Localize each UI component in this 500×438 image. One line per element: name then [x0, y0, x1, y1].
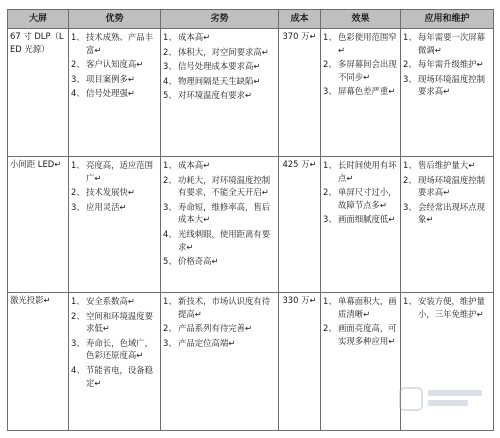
list-item — [403, 159, 491, 172]
list-text: 产品定位高端↵ — [178, 337, 236, 348]
list-text: 成本高↵ — [178, 32, 211, 42]
table-row — [8, 157, 494, 293]
cost-cell: 330 万↵ — [279, 293, 321, 431]
list-item — [163, 228, 276, 253]
list-text: 物理间隔是天生缺陷↵ — [178, 75, 261, 86]
maintenance-cell — [401, 29, 494, 157]
list-item — [403, 31, 491, 56]
list-text: 多屏幕间会出现不同步↵ — [338, 59, 397, 82]
list-text: 屏幕色差严重↵ — [338, 86, 396, 97]
list-text: 安全系数高↵ — [86, 296, 135, 306]
list-item — [163, 31, 276, 44]
list-number: 3、 — [163, 201, 177, 212]
list-number: 1、 — [323, 32, 337, 42]
list-text: 光线刺眼，使用距离有要求↵ — [178, 228, 271, 252]
screen-name-cell: 小间距 LED↵ — [8, 157, 69, 293]
list-number: 2、 — [163, 323, 177, 334]
list-text: 安装方便，维护量小，三年免维护↵ — [418, 296, 485, 319]
effects-list — [323, 31, 398, 98]
list-text: 功耗大，对环境温度控制有要求，不能全天开启↵ — [178, 174, 271, 198]
list-item — [71, 159, 158, 184]
list-number: 3、 — [403, 201, 417, 212]
list-number: 3、 — [163, 61, 177, 72]
list-text: 信号处理成本要求高↵ — [178, 61, 261, 72]
maintenance-list — [403, 159, 491, 226]
list-number: 4、 — [163, 228, 177, 239]
list-item — [163, 159, 276, 172]
list-item — [71, 337, 158, 362]
maintenance-cell — [401, 157, 494, 293]
list-item — [71, 364, 158, 389]
list-text: 技术成熟、产品丰富↵ — [86, 32, 153, 55]
list-item — [323, 322, 398, 347]
list-number: 3、 — [403, 73, 417, 84]
list-number: 1、 — [163, 160, 177, 170]
list-item — [71, 186, 158, 199]
maintenance-list — [403, 31, 491, 98]
list-text: 寿命短，维修率高，售后成本大↵ — [178, 201, 271, 225]
header-effect: 效果 — [321, 10, 401, 29]
list-item — [163, 174, 276, 199]
list-item — [163, 255, 276, 268]
table-header — [8, 10, 494, 29]
list-item — [403, 295, 491, 320]
list-number: 1、 — [71, 32, 85, 42]
list-item — [323, 58, 398, 83]
list-number: 2、 — [163, 46, 177, 57]
list-number: 1、 — [71, 160, 85, 170]
list-item — [323, 213, 398, 226]
list-text: 售后维护量大↵ — [418, 160, 476, 170]
list-item — [71, 31, 158, 56]
header-cost: 成本 — [279, 10, 321, 29]
header-disadvantages: 劣势 — [161, 10, 279, 29]
list-item — [163, 46, 276, 59]
list-number: 4、 — [71, 88, 85, 99]
list-text: 画面亮度高，可实现多种应用↵ — [338, 323, 397, 346]
table-row — [8, 29, 494, 157]
list-item — [71, 58, 158, 71]
list-item — [163, 322, 276, 335]
list-number: 3、 — [71, 73, 85, 84]
list-text: 画面细腻度低↵ — [338, 214, 396, 225]
list-number: 2、 — [403, 174, 417, 185]
list-text: 对环境温度有要求↵ — [178, 90, 253, 101]
list-text: 每年需升级维护↵ — [418, 59, 484, 70]
list-text: 体积大，对空间要求高↵ — [178, 46, 269, 57]
cost-cell: 425 万↵ — [279, 157, 321, 293]
list-item — [163, 60, 276, 73]
list-text: 客户认知度高↵ — [86, 59, 144, 70]
list-text: 成本高↵ — [178, 160, 211, 170]
list-number: 2、 — [163, 174, 177, 185]
list-number: 5、 — [163, 90, 177, 101]
list-number: 1、 — [323, 160, 337, 170]
list-number: 3、 — [71, 337, 85, 348]
list-text: 应用灵活↵ — [86, 201, 127, 212]
list-number: 1、 — [323, 296, 337, 306]
list-number: 1、 — [163, 296, 177, 306]
list-item — [163, 337, 276, 350]
list-number: 2、 — [323, 187, 337, 198]
list-text: 空间和环境温度要求低↵ — [86, 310, 153, 334]
list-item — [71, 295, 158, 308]
advantages-cell — [69, 29, 161, 157]
list-item — [71, 201, 158, 214]
list-text: 现场环境温度控制要求高↵ — [418, 174, 485, 198]
list-item — [163, 201, 276, 226]
table-body — [8, 29, 494, 431]
list-item — [71, 87, 158, 100]
list-text: 现场环境温度控制要求高↵ — [418, 73, 485, 97]
list-text: 新技术，市场认识度有待提高↵ — [178, 296, 271, 319]
header-advantages: 优势 — [69, 10, 161, 29]
list-item — [403, 73, 491, 98]
list-number: 1、 — [71, 296, 85, 306]
list-item — [71, 310, 158, 335]
list-text: 单幕面积大，画质清晰↵ — [338, 296, 397, 319]
advantages-list — [71, 159, 158, 213]
list-text: 信号处理强↵ — [86, 88, 135, 99]
list-number: 3、 — [323, 86, 337, 97]
list-item — [71, 73, 158, 86]
list-text: 项目案例多↵ — [86, 73, 135, 84]
list-number: 1、 — [403, 160, 417, 170]
list-number: 2、 — [323, 59, 337, 70]
list-text: 每年需要一次屏幕微调↵ — [418, 32, 485, 55]
watermark-logo — [398, 382, 486, 416]
comparison-table — [7, 9, 494, 431]
list-number: 3、 — [163, 337, 177, 348]
effects-list — [323, 295, 398, 347]
disadvantages-cell — [161, 157, 279, 293]
list-item — [403, 58, 491, 71]
list-text: 色彩使用范围窄↵ — [338, 32, 397, 55]
list-item — [163, 75, 276, 88]
screen-name-cell: 激光投影↵ — [8, 293, 69, 431]
disadvantages-cell — [161, 293, 279, 431]
header-screen: 大屏 — [8, 10, 69, 29]
list-text: 节能省电，设备稳定↵ — [86, 364, 153, 388]
list-number: 1、 — [403, 32, 417, 42]
effects-cell — [321, 157, 401, 293]
list-number: 2、 — [71, 310, 85, 321]
list-item — [323, 159, 398, 184]
list-text: 技术发展快↵ — [86, 187, 135, 198]
header-maintenance: 应用和维护 — [401, 10, 494, 29]
list-text: 产品系列有待完善↵ — [178, 323, 253, 334]
list-number: 4、 — [71, 364, 85, 375]
cost-cell: 370 万↵ — [279, 29, 321, 157]
advantages-cell — [69, 157, 161, 293]
list-text: 价格奇高↵ — [178, 256, 219, 267]
list-number: 3、 — [71, 201, 85, 212]
disadvantages-list — [163, 31, 276, 102]
list-item — [323, 295, 398, 320]
header-row — [8, 10, 494, 29]
list-item — [323, 31, 398, 56]
advantages-cell — [69, 293, 161, 431]
list-text: 亮度高，适应范围广↵ — [86, 160, 153, 183]
disadvantages-list — [163, 295, 276, 349]
list-number: 2、 — [323, 323, 337, 334]
list-text: 会经常出现坏点现象↵ — [418, 201, 485, 225]
list-text: 寿命长，色域广，色彩还原度高↵ — [86, 337, 153, 361]
effects-list — [323, 159, 398, 226]
list-number: 1、 — [163, 32, 177, 42]
list-number: 2、 — [71, 187, 85, 198]
effects-cell — [321, 293, 401, 431]
disadvantages-list — [163, 159, 276, 268]
disadvantages-cell — [161, 29, 279, 157]
list-number: 3、 — [323, 214, 337, 225]
list-text: 单屏尺寸过小，故障节点多↵ — [338, 187, 397, 210]
list-item — [163, 89, 276, 102]
list-number: 5、 — [163, 256, 177, 267]
list-number: 4、 — [163, 75, 177, 86]
list-item — [323, 186, 398, 211]
effects-cell — [321, 29, 401, 157]
list-text: 长时间使用有坏点↵ — [338, 160, 397, 183]
list-number: 1、 — [403, 296, 417, 306]
list-item — [163, 295, 276, 320]
advantages-list — [71, 295, 158, 389]
screen-name-cell: 67 寸 DLP（LED 光源） — [8, 29, 69, 157]
advantages-list — [71, 31, 158, 100]
list-item — [403, 201, 491, 226]
list-item — [323, 85, 398, 98]
maintenance-list — [403, 295, 491, 320]
list-number: 2、 — [403, 59, 417, 70]
list-item — [403, 174, 491, 199]
list-number: 2、 — [71, 59, 85, 70]
